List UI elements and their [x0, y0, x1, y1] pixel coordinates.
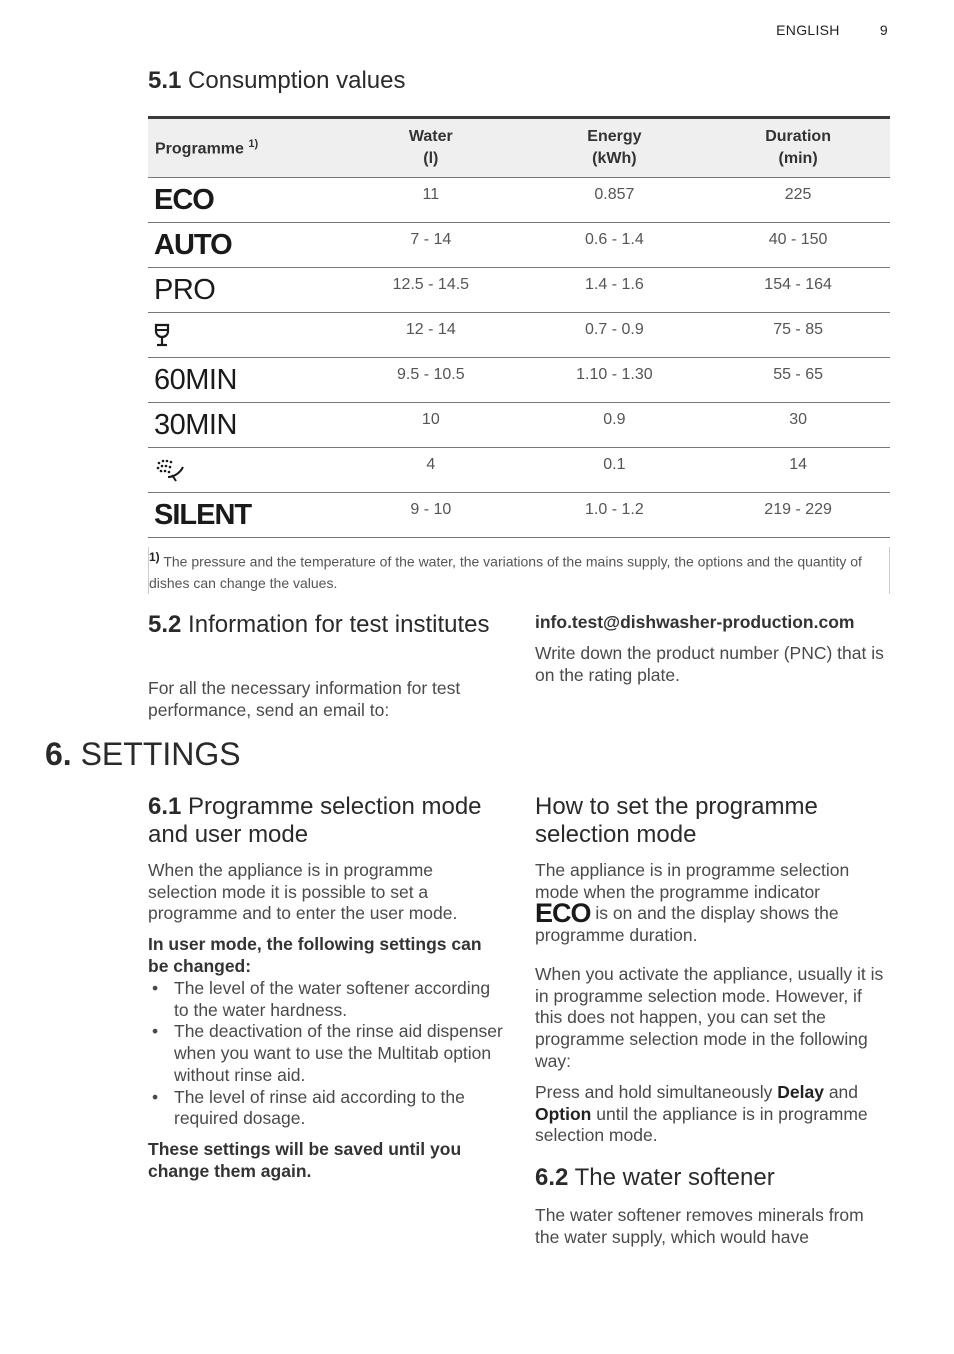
section-title: Information for test institutes: [188, 611, 490, 638]
header-energy: Energy (kWh): [523, 118, 707, 178]
page-number: 9: [879, 22, 888, 38]
table-row: [148, 403, 890, 448]
list-item: • The deactivation of the rinse aid dispenser when you want to use the Multitab option without rinse aid.: [148, 1021, 503, 1086]
programme-cell: [148, 403, 339, 448]
section-5-1-heading: [148, 67, 406, 95]
energy-cell: 1.0 - 1.2: [523, 493, 707, 538]
user-mode-list: [148, 978, 503, 1130]
footnote-text: The pressure and the temperature of the water, the variations of the mains supply, the options and the quantity of dishes can change the values.: [149, 553, 862, 591]
programme-cell: [148, 313, 339, 358]
section-title: Consumption values: [188, 67, 406, 94]
water-cell: 4: [339, 448, 523, 493]
section-number: 6.1: [148, 793, 182, 820]
test-info-text: For all the necessary information for test performance, send an email to:: [148, 678, 461, 720]
table-row: [148, 358, 890, 403]
section-6-2-heading: [535, 1164, 895, 1192]
programme-cell: [148, 268, 339, 313]
chapter-heading: [45, 736, 241, 773]
eco-indicator-icon: ECO: [535, 898, 591, 929]
water-cell: 11: [339, 178, 523, 223]
list-item: • The level of the water softener according to the water hardness.: [148, 978, 503, 1021]
section-5-2-heading: [148, 611, 508, 639]
settings-saved-note: These settings will be saved until you change them again.: [148, 1139, 462, 1181]
30min-text-icon: 30MIN: [154, 408, 237, 441]
duration-cell: 40 - 150: [706, 223, 890, 268]
option-button-label: Option: [535, 1103, 592, 1124]
duration-cell: 55 - 65: [706, 358, 890, 403]
programme-cell: [148, 178, 339, 223]
eco-text-icon: ECO: [154, 183, 214, 216]
table-row: [148, 178, 890, 223]
table-header-row: [148, 118, 890, 178]
user-mode-lead: In user mode, the following settings can be changed:: [148, 934, 482, 976]
duration-cell: 75 - 85: [706, 313, 890, 358]
how-to-paragraph-3: Press and hold simultaneously Delay and Option until the appliance is in programme selection mode.: [535, 1082, 868, 1146]
chapter-number: 6.: [45, 736, 72, 772]
section-number: 5.1: [148, 67, 182, 94]
how-to-paragraph-2: When you activate the appliance, usually it is in programme selection mode. However, if this does not happen, you can set the programme selection mode in the following way:: [535, 964, 884, 1071]
silent-text-icon: SILENT: [154, 498, 252, 531]
header-duration: Duration (min): [706, 118, 890, 178]
energy-cell: 0.9: [523, 403, 707, 448]
how-to-paragraph-1: The appliance is in programme selection mode when the programme indicator ECO is on and the display shows the programme duration.: [535, 860, 850, 946]
page-header: [776, 22, 888, 38]
chapter-title: SETTINGS: [80, 736, 241, 772]
water-cell: 10: [339, 403, 523, 448]
programme-cell: [148, 493, 339, 538]
list-item: • The level of rinse aid according to the required dosage.: [148, 1087, 503, 1130]
energy-cell: 1.4 - 1.6: [523, 268, 707, 313]
table-row: [148, 268, 890, 313]
how-to-heading: How to set the programme selection mode: [535, 793, 818, 848]
programme-cell: [148, 223, 339, 268]
auto-text-icon: AUTO: [154, 228, 232, 261]
test-email: info.test@dishwasher-production.com: [535, 612, 855, 632]
rinse-spray-icon: [154, 457, 186, 483]
section-title: Programme selection mode and user mode: [148, 793, 482, 848]
energy-cell: 1.10 - 1.30: [523, 358, 707, 403]
header-programme: Programme $^{1)}$: [148, 118, 339, 178]
consumption-table: [148, 116, 890, 538]
header-water: Water (l): [339, 118, 523, 178]
table-row: [148, 493, 890, 538]
programme-cell: [148, 448, 339, 493]
duration-cell: 225: [706, 178, 890, 223]
section-title: The water softener: [574, 1164, 775, 1191]
programme-cell: [148, 358, 339, 403]
glass-icon: [154, 323, 170, 347]
pnc-text: Write down the product number (PNC) that is on the rating plate.: [535, 643, 884, 685]
section-number: 5.2: [148, 611, 182, 638]
footnote-marker: 1): [149, 550, 160, 564]
water-cell: 9.5 - 10.5: [339, 358, 523, 403]
water-cell: 12.5 - 14.5: [339, 268, 523, 313]
water-cell: 7 - 14: [339, 223, 523, 268]
duration-cell: 154 - 164: [706, 268, 890, 313]
delay-button-label: Delay: [777, 1082, 824, 1102]
water-cell: 12 - 14: [339, 313, 523, 358]
table-footnote: [148, 547, 890, 594]
water-cell: 9 - 10: [339, 493, 523, 538]
section-6-1-heading: [148, 793, 508, 849]
energy-cell: 0.1: [523, 448, 707, 493]
duration-cell: 219 - 229: [706, 493, 890, 538]
energy-cell: 0.857: [523, 178, 707, 223]
settings-intro: When the appliance is in programme selection mode it is possible to set a programme and to enter the user mode.: [148, 860, 458, 924]
language-label: ENGLISH: [776, 22, 840, 38]
table-row: [148, 223, 890, 268]
pro-text-icon: PRO: [154, 273, 216, 306]
60min-text-icon: 60MIN: [154, 363, 237, 396]
duration-cell: 14: [706, 448, 890, 493]
energy-cell: 0.7 - 0.9: [523, 313, 707, 358]
table-row: [148, 448, 890, 493]
water-softener-text: The water softener removes minerals from the water supply, which would have: [535, 1205, 864, 1247]
section-number: 6.2: [535, 1164, 569, 1191]
energy-cell: 0.6 - 1.4: [523, 223, 707, 268]
table-row: [148, 313, 890, 358]
duration-cell: 30: [706, 403, 890, 448]
